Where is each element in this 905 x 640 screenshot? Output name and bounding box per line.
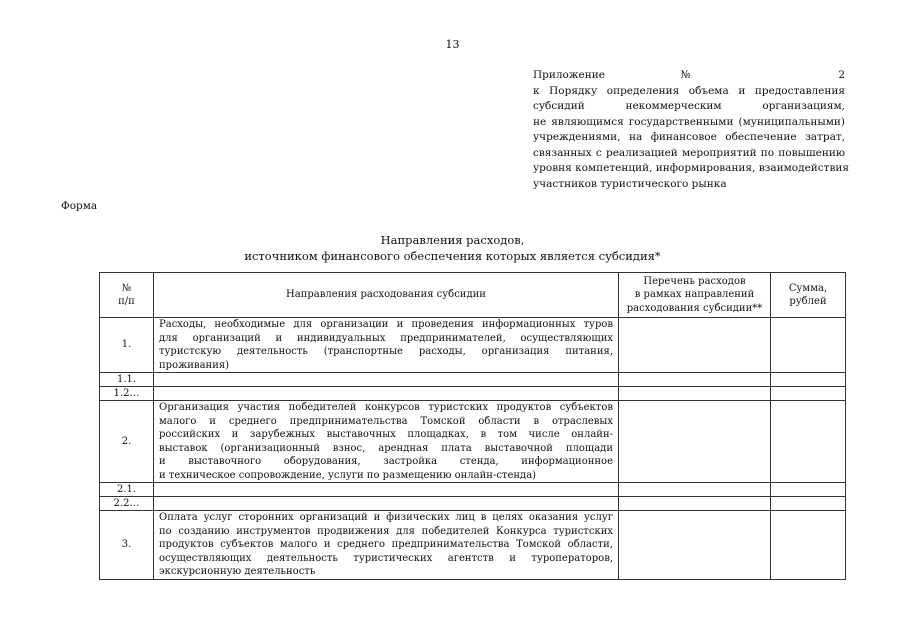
title-line-2: источником финансового обеспечения которых является субсидия* <box>244 249 661 263</box>
row-number: 1.1. <box>100 373 154 387</box>
row-expense-list-cell <box>619 318 771 373</box>
direction-line: по созданию инструментов продвижения для победителей Конкурса туристских <box>159 525 613 537</box>
row-direction <box>154 318 619 373</box>
direction-line: Организация участия победителей конкурсов туристских продуктов субъектов <box>159 402 613 413</box>
row-number: 1.2… <box>100 387 154 401</box>
title-line-1: Направления расходов, <box>380 233 525 247</box>
appendix-block <box>533 68 850 192</box>
header-number <box>100 273 154 318</box>
row-direction <box>154 401 619 483</box>
row-sum-cell <box>771 483 846 497</box>
row-sum-cell <box>771 387 846 401</box>
direction-line: проживания) <box>159 359 230 371</box>
row-number: 2.2… <box>100 497 154 511</box>
direction-line: осуществляющих деятельность туристических агентств и туроператоров, <box>159 552 613 564</box>
header-expense-list <box>619 273 771 318</box>
row-sum-cell <box>771 318 846 373</box>
direction-line: российских и зарубежных выставочных площадках, в том числе онлайн- <box>159 429 613 440</box>
table-row <box>100 318 846 373</box>
header-list-line: Перечень расходов <box>643 275 746 287</box>
header-list-line: в рамках направлений <box>634 289 755 301</box>
document-title <box>0 232 905 264</box>
row-expense-list-cell <box>619 387 771 401</box>
table-row <box>100 401 846 483</box>
page-number: 13 <box>445 38 460 51</box>
header-number-line: п/п <box>118 296 135 307</box>
row-number: 3. <box>100 511 154 580</box>
direction-line: для организаций и индивидуальных предпринимателей, осуществляющих <box>159 332 613 344</box>
appendix-line: не являющимся государственными (муниципальными) <box>533 115 845 128</box>
row-direction <box>154 483 619 497</box>
header-direction: Направления расходования субсидии <box>154 273 619 318</box>
direction-line: и выставочного оборудования, застройка стенда, информационное <box>159 456 613 467</box>
table-row <box>100 387 846 401</box>
row-sum-cell <box>771 497 846 511</box>
appendix-line: связанных с реализацией мероприятий по повышению <box>533 146 845 159</box>
row-number: 2.1. <box>100 483 154 497</box>
header-sum-line: рублей <box>789 296 827 307</box>
form-label: Форма <box>61 200 98 212</box>
row-sum-cell <box>771 511 846 580</box>
row-expense-list-cell <box>619 497 771 511</box>
appendix-line: к Порядку определения объема и предоставления <box>533 84 845 97</box>
row-direction <box>154 497 619 511</box>
direction-line: Оплата услуг сторонних организаций и физических лиц в целях оказания услуг <box>159 512 613 523</box>
direction-line: и техническое сопровождение, услуги по размещению онлайн-стенда) <box>159 469 537 481</box>
header-number-line: № <box>121 282 132 294</box>
table-header-row <box>100 273 846 318</box>
header-sum-line: Сумма, <box>788 282 828 294</box>
direction-line: Расходы, необходимые для организации и проведения информационных туров <box>159 319 613 330</box>
row-sum-cell <box>771 401 846 483</box>
row-expense-list-cell <box>619 511 771 580</box>
table-row <box>100 483 846 497</box>
appendix-line: учреждениями, на финансовое обеспечение затрат, <box>533 131 845 143</box>
row-number: 1. <box>100 318 154 373</box>
direction-line: экскурсионную деятельность <box>159 566 316 577</box>
header-sum <box>771 273 846 318</box>
table-row <box>100 497 846 511</box>
row-number: 2. <box>100 401 154 483</box>
row-expense-list-cell <box>619 483 771 497</box>
row-sum-cell <box>771 373 846 387</box>
appendix-line: субсидий некоммерческим организациям, <box>533 100 845 112</box>
expenses-table <box>99 272 846 580</box>
header-list-line: расходования субсидии** <box>626 302 763 314</box>
appendix-line: участников туристического рынка <box>533 177 727 190</box>
appendix-line: уровня компетенций, информирования, взаимодействия <box>533 162 850 174</box>
appendix-line: Приложение № 2 <box>533 69 845 81</box>
row-expense-list-cell <box>619 373 771 387</box>
direction-line: выставок (организационный взнос, арендная плата выставочной площади <box>159 442 613 454</box>
direction-line: малого и среднего предпринимательства Томской области в отраслевых <box>159 415 613 427</box>
row-direction <box>154 511 619 580</box>
table-row <box>100 511 846 580</box>
direction-line: туристскую деятельность (транспортные расходы, организация питания, <box>159 346 613 357</box>
row-expense-list-cell <box>619 401 771 483</box>
row-direction <box>154 387 619 401</box>
table-row <box>100 373 846 387</box>
direction-line: продуктов субъектов малого и среднего предпринимательства Томской области, <box>159 539 613 550</box>
row-direction <box>154 373 619 387</box>
